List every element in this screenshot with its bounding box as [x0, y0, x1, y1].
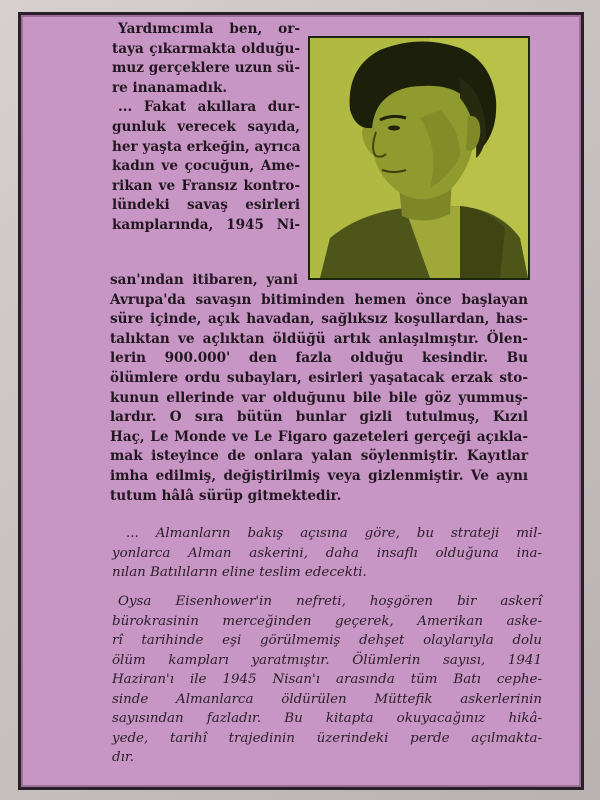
text-line: talıktan ve açlıktan öldüğü artık anlaşılmıştır. Ölen- — [110, 330, 528, 347]
text-line: her yaşta erkeğin, ayrıca — [112, 138, 301, 155]
text-line: lardır. O sıra bütün bunlar gizli tutulmuş, Kızıl — [110, 409, 528, 426]
text-line: kadın ve çocuğun, Ame- — [112, 158, 300, 175]
text-line: sinde Almanlarca öldürülen Müttefik askerlerinin — [112, 691, 542, 707]
text-line: rî tarihinde eşi görülmemiş dehşet olaylarıyla dolu — [112, 633, 542, 648]
italic-paragraph-2 — [112, 592, 544, 768]
text-line: tutum hâlâ sürüp gitmektedir. — [110, 487, 342, 504]
text-line: bürokrasinin merceğinden geçerek, Amerikan aske- — [112, 613, 542, 629]
text-line: gunluk verecek sayıda, — [112, 118, 300, 135]
text-line: ... Fakat akıllara dur- — [118, 99, 300, 116]
text-line: lerin 900.000' den fazla olduğu kesindir. Bu — [110, 350, 528, 367]
text-line: muz gerçeklere uzun sü- — [112, 60, 301, 77]
text-line: taya çıkarmakta olduğu- — [112, 40, 300, 57]
italic-paragraph-1 — [112, 524, 544, 583]
text-line: re inanamadık. — [112, 79, 228, 96]
text-line: sayısından fazladır. Bu kitapta okuyacağınız hikâ- — [112, 711, 542, 726]
text-line: Yardımcımla ben, or- — [118, 21, 300, 37]
text-line: Oysa Eisenhower'in nefreti, hoşgören bir askerî — [118, 594, 542, 609]
text-line: lündeki savaş esirleri — [112, 197, 300, 214]
text-line: kunun ellerinde var olduğunu bile bile göz yummuş- — [110, 389, 528, 406]
text-line: süre içinde, açık havadan, sağlıksız koşullardan, has- — [110, 311, 528, 328]
bold-paragraph-lower — [110, 271, 550, 506]
text-line: ölümlere ordu subayları, esirleri yaşatacak erzak sto- — [110, 369, 528, 386]
text-line: Haç, Le Monde ve Le Figaro gazeteleri gerçeği açıkla- — [110, 428, 528, 445]
text-line: ölüm kampları yaratmıştır. Ölümlerin sayısı, 1941 — [112, 652, 542, 668]
text-line: yede, tarihî trajedinin üzerindeki perde açılmakta- — [112, 730, 542, 746]
text-line: yonlarca Alman askerini, daha insaflı olduğuna ina- — [112, 545, 542, 561]
text-line: san'ından itibaren, yani — [110, 272, 298, 288]
bold-paragraph-upper — [112, 20, 552, 236]
text-line: imha edilmiş, değiştirilmiş veya gizlenmiştir. Ve aynı — [110, 467, 528, 484]
text-line: ... Almanların bakış açısına göre, bu strateji mil- — [126, 526, 542, 541]
text-line: kamplarında, 1945 Ni- — [112, 216, 300, 233]
text-line: mak isteyince de onlara yalan söylenmiştir. Kayıtlar — [110, 448, 528, 465]
text-line: dır. — [112, 750, 135, 765]
text-line: Haziran'ı ile 1945 Nisan'ı arasında tüm Batı cephe- — [112, 672, 542, 687]
text-line: nılan Batılıların eline teslim edecekti. — [112, 565, 367, 580]
text-line: Avrupa'da savaşın bitiminden hemen önce başlayan — [110, 291, 528, 308]
text-line: rikan ve Fransız kontro- — [112, 177, 300, 194]
